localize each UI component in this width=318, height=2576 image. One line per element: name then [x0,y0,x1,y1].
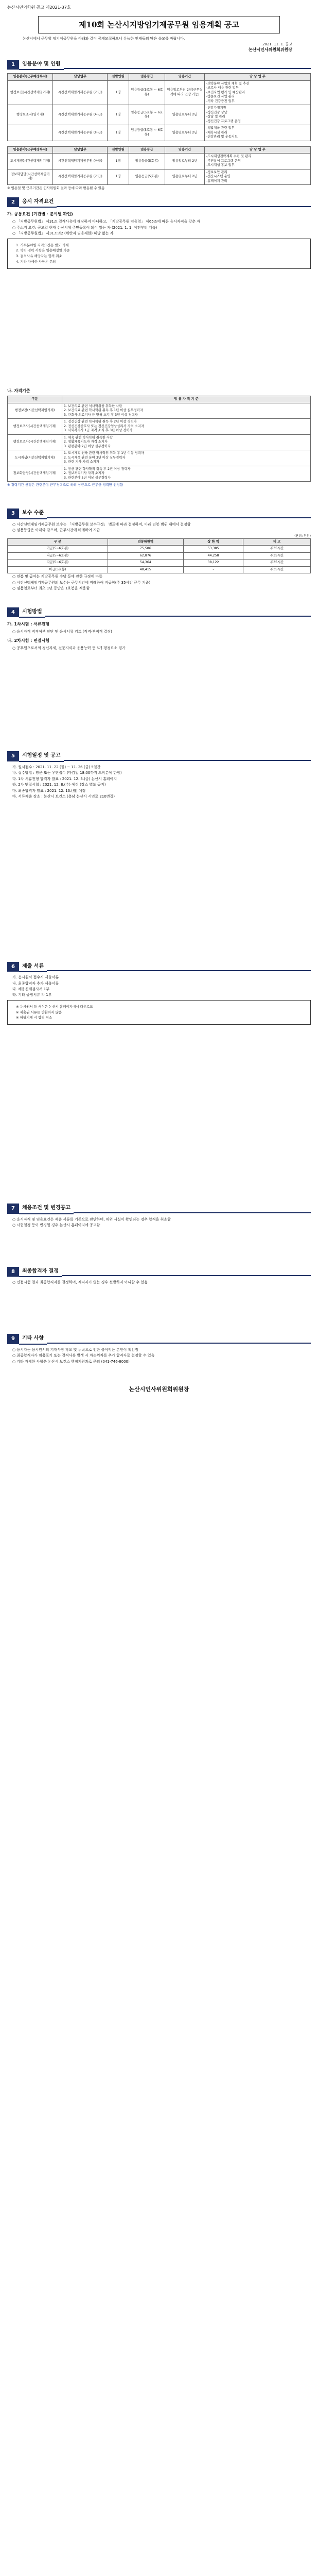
section-2-note: ※ 경력기간 산정은 관련분야 근무경력으로 하되 상근으로 근무한 경력만 인정함 [7,483,123,487]
duty-item: -건강관리 및 운동지도 [206,135,238,139]
table-cell: 임용등급(5호봉) [129,154,165,170]
decision-item: ○ 면접시험 결과 최종합격자를 결정하며, 적격자가 없는 경우 선발하지 아니할 수 있음 [12,1280,148,1285]
table-row [8,552,311,560]
requirement-item: ○ 「지방공무원법」 제31조 결격사유에 해당하지 아니하고, 「지방공무원 임용령」 제65조에 따른 응시자격을 갖춘 자 [12,219,200,224]
table-cell: 주35시간 [243,546,311,553]
requirement-item: ○ 주소지 요건: 공고일 현재 논산시에 주민등록이 되어 있는 자 (2021. 1. 1. 이전부터 계속) [12,225,157,230]
table-cell: 1명 [108,80,129,105]
table-row [8,450,311,466]
section-6-header: 6 제출 서류 [7,961,311,973]
salary-item: ○ 시간선택제임기제공무원 보수는 「지방공무원 보수규정」 별표에 따라 결정하며, 아래 연봉 범위 내에서 결정함 [12,522,191,527]
box-item: ※ 허위기재 시 합격 취소 [16,1015,52,1020]
section-9-header: 9 기타 사항 [7,1333,311,1345]
page-title: 제10회 논산시지방임기제공무원 임용계획 공고 [38,16,280,33]
criteria-cell: 1. 정신건강 관련 학사학위 취득 후 2년 이상 경력자 2. 정신건강간호사 또는 정신건강임상심리사 자격 소지자 3. 사회복지사 1급 자격 소지 후 3년 이상 경력자 [62,419,311,435]
table-cell: 시간선택제임기제공무원 (마급) [53,154,108,170]
section-8-header: 8 최종합격자 결정 [7,1266,311,1278]
schedule-item: 마. 최종합격자 발표 : 2021. 12. 13.(월) 예정 [12,788,86,793]
document-item: 나. 최종합격자 추가 제출서류 [12,981,59,986]
common-requirements-heading: 가. 공통요건 (기관별 · 분야별 확인) [7,212,73,217]
table-cell: 임용일로부터 2년 [165,125,205,141]
schedule-item: 나. 접수방법 : 방문 또는 우편접수 (마감일 18:00까지 도착분에 한함) [12,771,122,775]
requirement-item: ○ 「지방공무원법」 제31조의2 (위반자 임용제한) 해당 없는 자 [12,231,114,236]
box-item: ※ 제출된 서류는 반환하지 않음 [16,1010,62,1014]
duty-item: -보건사업 평가 및 예산관리 [206,90,245,94]
issuer: 논산시인사위원회위원장 [248,47,292,52]
table-cell: 62,876 [108,552,183,560]
criteria-cell: 1. 체육 관련 학사학위 취득한 사람 2. 생활체육지도자 자격 소지자 3. 관련분야 2년 이상 실무경력자 [62,434,311,450]
documents-box [7,1000,311,1025]
table-cell: 시간선택제임기제공무원 (나급) [53,105,108,125]
table-cell: 마급(5호봉) [8,566,108,573]
table-cell: 주35시간 [243,560,311,567]
duty-item: -정신건강 상담 [206,110,227,114]
table-row [8,80,311,105]
section-1-header: 1 임용분야 및 인원 [7,59,311,71]
duty-item: -방문보건 사업 관리 [206,95,235,99]
intro-text: 논산시에서 근무할 임기제공무원을 아래와 같이 공개모집하오니 유능한 인재들의 많은 응모를 바랍니다. [23,37,185,41]
table-cell: 1명 [108,169,129,185]
duty-item: -건강가정지원 [206,106,226,110]
table-cell: 53,385 [183,546,243,553]
section-3-header: 3 보수 수준 [7,508,311,519]
box-item: 3. 결격사유 해당자는 합격 취소 [16,254,62,259]
schedule-item: 가. 원서접수 : 2021. 11. 22.(월) ~ 11. 26.(금) 5일간 [12,765,101,769]
table-cell: 시간선택제임기제공무원 (가급) [53,169,108,185]
category-cell: 행정보조사(시간선택제임기제) [8,419,62,435]
table-row [8,169,311,185]
criteria-cell: 1. 도시계획·건축 관련 학사학위 취득 후 1년 이상 경력자 2. 도시재생 관련 분야 3년 이상 실무경력자 3. 관련 기사 자격 소지자 [62,450,311,466]
table-cell: 도시재생(시간선택제임기제) [8,154,53,170]
table-cell: 임용등급(5호봉 ~ 6호봉) [129,80,165,105]
duty-item: -체육시설 관리 [206,130,227,134]
footer-issuer: 논산시인사위원회위원장 [129,1386,189,1393]
criteria-cell: 1. 보건의료 관련 석사학위를 취득한 사람 2. 보건의료 관련 학사학위 취득 후 1년 이상 실무경력자 3. 간호사·의료기사 등 면허 소지 후 3년 이상 경력자 [62,403,311,419]
duty-item: -의약분야 사업의 계획 및 추진 [206,81,250,86]
duties-cell [204,169,310,185]
duties-cell [204,105,310,125]
table-cell: 시간선택제임기제공무원 (가급) [53,80,108,105]
other-item: ○ 응시자는 응시원서의 기재사항 착오 및 누락으로 인한 불이익은 본인이 책임짐 [12,1347,138,1352]
schedule-item: 다. 1차 서류전형 합격자 발표 : 2021. 12. 3.(금) 논산시 홈페이지 [12,776,117,781]
schedule-item: 바. 서류제출 장소 : 논산시 보건소 (충남 논산시 시민로 210번길) [12,794,115,799]
box-item: 2. 학력·경력 사항은 임용예정일 기준 [16,248,70,253]
exam-stage-text: ○ 공무원으로서의 정신자세, 전문지식과 응용능력 등 5개 평정요소 평가 [12,646,126,651]
table-cell: 1명 [108,125,129,141]
table-cell [8,125,53,141]
table-cell: 나급(5~6호봉) [8,552,108,560]
document-item: 가. 응시원서 접수시 제출서류 [12,975,59,980]
notice-date: 2021. 11. 1. 공고 [262,42,292,47]
table-row [8,403,311,419]
table-row [8,125,311,141]
table-row [8,419,311,435]
document-item: 라. 기타 증빙서류 각 1부 [12,993,52,997]
table-row [8,566,311,573]
table-cell: 임용일로부터 2년(근무실적에 따라 연장 가능) [165,80,205,105]
duty-item: -생활체육 관련 업무 [206,126,235,130]
exam-stage-heading: 나. 2차시험 : 면접시험 [7,638,49,643]
table-cell: 44,258 [183,552,243,560]
category-cell: 행정보건(시간선택제임기제) [8,403,62,419]
duties-cell [204,80,310,105]
category-cell: 행정보조사(시간선택제임기제) [8,434,62,450]
table-cell: 가급(5~6호봉) [8,546,108,553]
table-cell: 정보화담당(시간선택제임기제) [8,169,53,185]
table-row [8,434,311,450]
exam-stage-text: ○ 응시자격 적격여부 판단 및 응시서류 검토 (적격·부적격 결정) [12,629,112,634]
duty-item: -도시재생 홍보 업무 [206,163,235,167]
category-cell: 도시재생(시간선택제임기제) [8,450,62,466]
salary-item: ○ 임용등급은 아래와 같으며, 근무시간에 비례하여 지급 [12,528,100,533]
duty-item: -정보보안 관리 [206,170,227,174]
duty-item: -전산시스템 운영 [206,175,231,179]
table-cell: 다급(5~6호봉) [8,560,108,567]
section-5-header: 5 시험일정 및 공고 [7,751,311,762]
table-cell: 임용등급(5호봉) [129,169,165,185]
salary-unit: (단위: 천원) [294,534,311,538]
table-row [8,546,311,553]
salary-note: ○ 임용일로부터 최초 1년 동안은 1호봉을 적용함 [12,586,90,591]
table-row [8,105,311,125]
category-cell: 정보화담당(시간선택제임기제) [8,466,62,482]
condition-item: ○ 시험일정 등이 변경될 경우 논산시 홈페이지에 공고함 [12,1223,100,1228]
table-cell: 임용등급(5호봉 ~ 6호봉) [129,125,165,141]
criteria-cell: 1. 전산 관련 학사학위 취득 후 2년 이상 경력자 2. 정보처리기사 자격 소지자 3. 관련분야 5년 이상 실무경력자 [62,466,311,482]
schedule-item: 라. 2차 면접시험 : 2021. 12. 8.(수) 예정 (장소 별도 공지) [12,783,106,787]
qualification-heading: 나. 자격기준 [7,388,30,393]
table-cell: 1명 [108,154,129,170]
table-cell: 행정보조사(임기제) [8,105,53,125]
box-item: 4. 기타 자세한 사항은 문의 [16,259,56,264]
condition-item: ○ 응시자격 및 임용요건은 제출 서류를 기준으로 판단하며, 허위 사실이 확인되는 경우 합격을 취소함 [12,1217,171,1222]
qualification-table: 구분 임 용 자 격 기 준 행정보건(시간선택제임기제) 1. 보건의료 관련 석사학위를 취득한 사람 2. 보건의료 관련 학사학위 취득 후 1년 이상 실무경력자 3. 간호사·의료기사 등 면허 소지 후 3년 이상 경력자 행정보조사(시간선택제임기제) 1. 정신건강 관련 학사학위 취득 후 2년 이상 경력자 2. 정신건강간호사 또는 정신건강임상심리사 자격 소지자 3. 사회복지사 1급 자격 소지 후 3년 이상 경력자 행정보조사(시간선택제임기제) 1. 체육 관련 학사학위 취득한 사람 2. 생활체육지도자 자격 소지자 3. 관련분야 2년 이상 실무경력자 도시재생(시간선택제임기제) 1. 도시계획·건축 관련 학사학위 취득 후 1년 이상 경력자 2. 도시재생 관련 분야 3년 이상 실무경력자 3. 관련 기사 자격 소지자 정보화담당(시간선택제임기제) 1. 전산 관련 학사학위 취득 후 2년 이상 경력자 2. 정보처리기사 자격 소지자 3. 관련분야 5년 이상 실무경력자 [7,396,311,482]
duty-item: -홈페이지 관리 [206,179,227,183]
salary-note: ○ 시간선택제임기제공무원의 보수는 근무시간에 비례하여 지급함(주 35시간 근무 기준) [12,580,151,585]
box-item: ※ 응시원서 등 서식은 논산시 홈페이지에서 다운로드 [16,1004,93,1009]
table-cell: 임용일로부터 2년 [165,169,205,185]
positions-table-2: 임용분야(근무예정부서) 담당업무 선발인원 임용등급 임용기간 담 당 업 무 도시재생(시간선택제임기제) 시간선택제임기제공무원 (마급) 1명 임용등급(5호봉) 임용일로부터 2년 -도시재생전략계획 수립 및 관리 -주민참여 프로그램 운영 -도시재생 홍보 업무 정보화담당(시간선택제임기제) 시간선택제임기제공무원 (가급) 1명 임용등급(5호봉) 임용일로부터 2년 -정보보안 관리 -전산시스템 운영 -홈페이지 관리 [7,146,311,185]
other-item: ○ 기타 자세한 사항은 논산시 보건소 행정지원과로 문의 (041-746-8000) [12,1359,130,1364]
table-cell: 38,122 [183,560,243,567]
table-row [8,560,311,567]
table-cell: 시간선택제임기제공무원 (다급) [53,125,108,141]
duty-item: -정신건강 프로그램 운영 [206,119,241,123]
salary-table: 구 분 연봉하한액 상 한 액 비 고 가급(5~6호봉) 75,586 53,385 주35시간 나급(5~6호봉) 62,876 44,258 주35시간 다급(5~6호봉) 54,364 38,122 주35시간 마급(5호봉) 48,415 - 주35시간 [7,538,311,574]
section-7-header: 7 채용조건 및 변경공고 [7,1203,311,1214]
section-4-header: 4 시험방법 [7,607,311,618]
duty-item: -주민참여 프로그램 운영 [206,159,241,163]
notice-number: 논산시민의학원 공고 제2021-37호 [7,5,71,10]
table-cell: 1명 [108,105,129,125]
duty-item: -기타 건강증진 업무 [206,99,235,103]
duties-cell [204,125,310,141]
table-cell: 54,364 [108,560,183,567]
box-item: 1. 직무분야별 자격요건은 별도 기재 [16,243,69,247]
section-1-note: ※ 임용일 및 근무기간은 인사위원회 결과 등에 따라 변동될 수 있음 [7,186,105,191]
table-cell: 임용일로부터 2년 [165,105,205,125]
other-item: ○ 최종합격자가 임용포기 또는 결격사유 발생 시 차순위자를 추가 합격자로 결정할 수 있음 [12,1353,155,1358]
duty-item: -도시재생전략계획 수립 및 관리 [206,155,252,159]
table-cell: 75,586 [108,546,183,553]
requirements-box [7,239,311,269]
section-2-header: 2 응시 자격요건 [7,197,311,208]
table-cell: 임용등급(5호봉 ~ 6호봉) [129,105,165,125]
table-cell: 주35시간 [243,566,311,573]
salary-note: ○ 연봉 및 급여는 지방공무원 수당 등에 관한 규정에 따름 [12,574,102,579]
table-cell: - [183,566,243,573]
duty-item: -상담 및 관리 [206,115,225,119]
table-cell: 행정보건(시간선택제임기제) [8,80,53,105]
table-row [8,466,311,482]
duties-cell [204,154,310,170]
exam-stage-heading: 가. 1차시험 : 서류전형 [7,622,49,626]
table-row [8,154,311,170]
table-cell: 주35시간 [243,552,311,560]
table-cell: 48,415 [108,566,183,573]
table-cell: 임용일로부터 2년 [165,154,205,170]
document-item: 다. 채용신체검사서 1부 [12,987,49,991]
positions-table: 임용분야(근무예정부서) 담당업무 선발인원 임용등급 임용기간 담 당 업 무 행정보건(시간선택제임기제) 시간선택제임기제공무원 (가급) 1명 임용등급(5호봉 ~ 6호봉) 임용일로부터 2년(근무실적에 따라 연장 가능) -의약분야 사업의 계획 및 추진 -코로나 대응 관련 업무 -보건사업 평가 및 예산관리 -방문보건 사업 관리 -기타 건강증진 업무 행정보조사(임기제) 시간선택제임기제공무원 (나급) 1명 임용등급(5호봉 ~ 6호봉) 임용일로부터 2년 -건강가정지원 -정신건강 상담 -상담 및 관리 -정신건강 프로그램 운영 시간선택제임기제공무원 (다급) 1명 임용등급(5호봉 ~ 6호봉) 임용일로부터 2년 -생활체육 관련 업무 -체육시설 관리 -건강관리 및 운동지도 [7,73,311,141]
duty-item: -코로나 대응 관련 업무 [206,86,239,90]
